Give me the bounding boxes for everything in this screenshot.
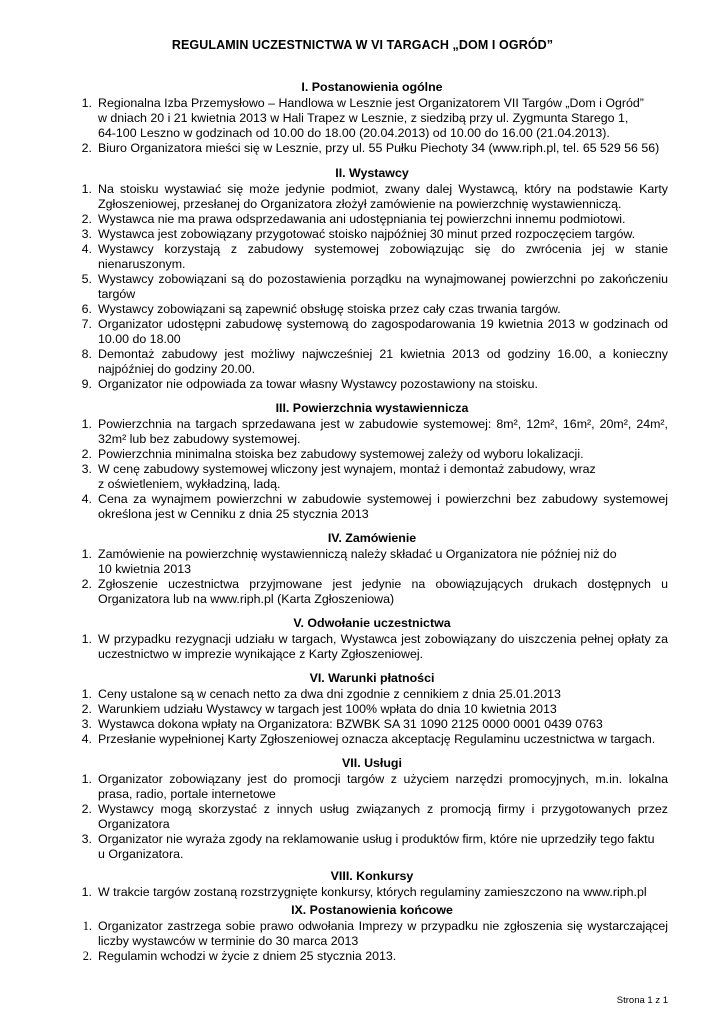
item-text: [98, 885, 647, 899]
item-number: 2 .: [74, 577, 92, 592]
item-number: 2 .: [74, 447, 92, 462]
list-item: [76, 347, 668, 377]
list-item: [76, 772, 668, 802]
item-number: 1 .: [74, 417, 92, 432]
list-item: [76, 577, 668, 607]
list-item: [76, 885, 668, 900]
item-text: [98, 377, 538, 391]
item-text: [98, 547, 668, 577]
item-text: [98, 417, 668, 446]
section-list: [76, 632, 668, 662]
item-text: [98, 347, 668, 376]
item-text: [98, 447, 584, 461]
item-number: 8 .: [74, 347, 92, 362]
item-text: [98, 632, 668, 661]
item-line: Zgłoszenie uczestnictwa przyjmowane jest jedynie na obowiązujących drukach dostępnych u Organizatora lub na www.riph.pl (Karta Zgłoszeniowa): [98, 577, 668, 606]
section-list: [76, 885, 668, 900]
section: [76, 80, 668, 156]
list-item: [76, 462, 668, 492]
list-item: [76, 919, 668, 949]
item-line: Wystawcy mogą skorzystać z innych usług związanych z promocją firmy i przygotowanych przez Organizatora: [98, 802, 668, 831]
item-number: 1 .: [74, 687, 92, 702]
item-line: 10 kwietnia 2013: [98, 562, 191, 576]
item-number: 3 .: [74, 717, 92, 732]
item-text: [98, 462, 668, 492]
item-line: Wystawca nie ma prawa odsprzedawania ani udostępniania tej powierzchni innemu podmiotowi.: [98, 212, 626, 226]
document-body: [76, 80, 668, 974]
item-line: u Organizatora.: [98, 847, 184, 861]
list-item: [76, 547, 668, 577]
item-text: [98, 717, 603, 731]
item-line: 64-100 Leszno w godzinach od 10.00 do 18.00 (20.04.2013) od 10.00 do 16.00 (21.04.2013).: [98, 126, 610, 140]
list-item: [76, 212, 668, 227]
document-title: REGULAMIN UCZESTNICTWA W VI TARGACH „DOM I OGRÓD”: [171, 38, 554, 52]
item-number: 2 .: [74, 802, 92, 817]
section-list: [76, 687, 668, 747]
item-line: Cena za wynajmem powierzchni w zabudowie systemowej i powierzchni bez zabudowy systemowej określona jest w Cenniku z dnia 25 stycznia 2013: [98, 492, 668, 521]
section: [76, 531, 668, 607]
item-number: 2 .: [74, 949, 92, 964]
item-text: [98, 212, 625, 226]
item-number: 1 .: [74, 632, 92, 647]
item-text: [98, 141, 659, 155]
item-line: Regulamin wchodzi w życie z dniem 25 stycznia 2013.: [98, 949, 397, 963]
section: [76, 671, 668, 747]
item-line: Warunkiem udziału Wystawcy w targach jest 100% wpłata do dnia 10 kwietnia 2013: [98, 702, 557, 716]
section-list: [76, 547, 668, 607]
list-item: [76, 832, 668, 862]
item-line: W trakcie targów zostaną rozstrzygnięte konkursy, których regulaminy zamieszczono na www.riph.pl: [98, 885, 647, 899]
item-line: Organizator nie wyraża zgody na reklamowanie usług i produktów firm, które nie uprzedziły tego faktu: [98, 832, 655, 846]
item-number: 1 .: [74, 182, 92, 197]
item-text: [98, 227, 635, 241]
item-text: [98, 182, 668, 211]
item-number: 1 .: [74, 547, 92, 562]
list-item: [76, 687, 668, 702]
item-number: 3 .: [74, 832, 92, 847]
item-number: 2 .: [74, 702, 92, 717]
item-line: Biuro Organizatora mieści się w Lesznie, przy ul. 55 Pułku Piechoty 34 (www.riph.pl, tel. 65 529 56 56): [98, 141, 660, 155]
item-line: Wystawca dokona wpłaty na Organizatora: BZWBK SA 31 1090 2125 0000 0001 0439 0763: [98, 717, 603, 731]
item-number: 3 .: [74, 462, 92, 477]
list-item: [76, 417, 668, 447]
list-item: [76, 492, 668, 522]
item-line: W cenę zabudowy systemowej wliczony jest wynajem, montaż i demontaż zabudowy, wraz: [98, 462, 596, 476]
item-text: [98, 702, 557, 716]
list-item: [76, 632, 668, 662]
item-text: [98, 577, 668, 606]
section-heading: V. Odwołanie uczestnictwa: [293, 616, 451, 630]
item-text: [98, 302, 561, 316]
list-item: [76, 949, 668, 964]
item-line: Wystawca jest zobowiązany przygotować stoisko najpóźniej 30 minut przed rozpoczęciem targów.: [98, 227, 636, 241]
item-text: [98, 919, 668, 948]
item-line: Wystawcy zobowiązani są zapewnić obsługę stoiska przez cały czas trwania targów.: [98, 302, 561, 316]
item-number: 1 .: [74, 96, 92, 111]
list-item: [76, 242, 668, 272]
list-item: [76, 447, 668, 462]
item-number: 2 .: [74, 212, 92, 227]
item-line: Demontaż zabudowy jest możliwy najwcześniej 21 kwietnia 2013 od godziny 16.00, a konieczny najpóźniej do godziny 20.00.: [98, 347, 668, 376]
item-number: 5 .: [74, 272, 92, 287]
section-heading: VI. Warunki płatności: [309, 671, 435, 685]
item-line: W przypadku rezygnacji udziału w targach, Wystawca jest zobowiązany do uiszczenia pełnej opłaty za uczestnictwo w imprezie wynikające z Karty Zgłoszeniowej.: [98, 632, 668, 661]
item-line: Organizator zobowiązany jest do promocji targów z użyciem narzędzi promocyjnych, m.in. lokalna prasa, radio, portale internetowe: [98, 772, 668, 801]
section-heading: IV. Zamówienie: [327, 531, 417, 545]
section-heading: VIII. Konkursy: [330, 869, 414, 883]
list-item: [76, 182, 668, 212]
item-line: Wystawcy korzystają z zabudowy systemowej zobowiązując się do zwrócenia jej w stanie nienaruszonym.: [98, 242, 668, 271]
list-item: [76, 272, 668, 302]
list-item: [76, 802, 668, 832]
item-number: 2 .: [74, 141, 92, 156]
list-item: [76, 141, 668, 156]
list-item: [76, 317, 668, 347]
item-line: Na stoisku wystawiać się może jedynie podmiot, zwany dalej Wystawcą, który na podstawie Karty Zgłoszeniowej, przesłanej do Organizatora złożył zamówienie na powierzchnię wystawienniczą.: [98, 182, 668, 211]
section-list: [76, 772, 668, 862]
item-number: 4 .: [74, 732, 92, 747]
list-item: [76, 717, 668, 732]
item-number: 1 .: [74, 772, 92, 787]
section: [76, 756, 668, 862]
section-heading: VII. Usługi: [342, 756, 402, 770]
item-number: 1 .: [74, 919, 92, 934]
item-number: 6 .: [74, 302, 92, 317]
item-text: [98, 272, 668, 301]
section: [76, 903, 668, 964]
item-number: 3 .: [74, 227, 92, 242]
item-number: 4 .: [74, 492, 92, 507]
item-text: [98, 96, 668, 141]
item-number: 9 .: [74, 377, 92, 392]
item-text: [98, 242, 668, 271]
section: [76, 616, 668, 662]
list-item: [76, 732, 668, 747]
section-list: [76, 919, 668, 964]
section-list: [76, 96, 668, 156]
item-line: Organizator nie odpowiada za towar własny Wystawcy pozostawiony na stoisku.: [98, 377, 538, 391]
item-line: Powierzchnia na targach sprzedawana jest w zabudowie systemowej: 8m², 12m², 16m², 20m², 24m², 32m² lub bez zabudowy systemowej.: [98, 417, 668, 446]
list-item: [76, 377, 668, 392]
item-number: 1 .: [74, 885, 92, 900]
section-heading: III. Powierzchnia wystawiennicza: [275, 401, 469, 415]
item-line: Zamówienie na powierzchnię wystawienniczą należy składać u Organizatora nie później niż do: [98, 547, 617, 561]
item-text: [98, 492, 668, 521]
section: [76, 401, 668, 522]
page-footer: Strona 1 z 1: [616, 995, 668, 1006]
item-text: [98, 832, 668, 862]
section: [76, 166, 668, 392]
item-line: Organizator udostępni zabudowę systemową do zagospodarowania 19 kwietnia 2013 w godzinach od 10.00 do 18.00: [98, 317, 668, 346]
item-line: Wystawcy zobowiązani są do pozostawienia porządku na wynajmowanej powierzchni po zakończeniu targów: [98, 272, 668, 301]
item-line: Regionalna Izba Przemysłowo – Handlowa w Lesznie jest Organizatorem VII Targów „Dom i Ogród”: [98, 96, 644, 110]
list-item: [76, 227, 668, 242]
item-line: w dniach 20 i 21 kwietnia 2013 w Hali Trapez w Lesznie, z siedzibą przy ul. Zygmunta Starego 1,: [98, 111, 629, 125]
section-list: [76, 182, 668, 392]
item-text: [98, 802, 668, 831]
item-line: Powierzchnia minimalna stoiska bez zabudowy systemowej zależy od wyboru lokalizacji.: [98, 447, 584, 461]
item-line: Ceny ustalone są w cenach netto za dwa dni zgodnie z cennikiem z dnia 25.01.2013: [98, 687, 561, 701]
list-item: [76, 96, 668, 141]
section-heading: I. Postanowienia ogólne: [301, 80, 443, 94]
item-line: z oświetleniem, wykładziną, ladą.: [98, 477, 281, 491]
item-number: 7 .: [74, 317, 92, 332]
section-heading: IX. Postanowienia końcowe: [291, 903, 453, 917]
section-list: [76, 417, 668, 522]
item-line: Organizator zastrzega sobie prawo odwołania Imprezy w przypadku nie zgłoszenia się wystarczającej liczby wystawców w terminie do 30 marca 2013: [98, 919, 668, 948]
list-item: [76, 702, 668, 717]
item-text: [98, 732, 655, 746]
section-heading: II. Wystawcy: [335, 166, 409, 180]
item-text: [98, 317, 668, 346]
section: [76, 869, 668, 900]
item-line: Przesłanie wypełnionej Karty Zgłoszeniowej oznacza akceptację Regulaminu uczestnictwa w targach.: [98, 732, 656, 746]
item-text: [98, 772, 668, 801]
list-item: [76, 302, 668, 317]
item-text: [98, 949, 396, 963]
item-text: [98, 687, 561, 701]
item-number: 4 .: [74, 242, 92, 257]
